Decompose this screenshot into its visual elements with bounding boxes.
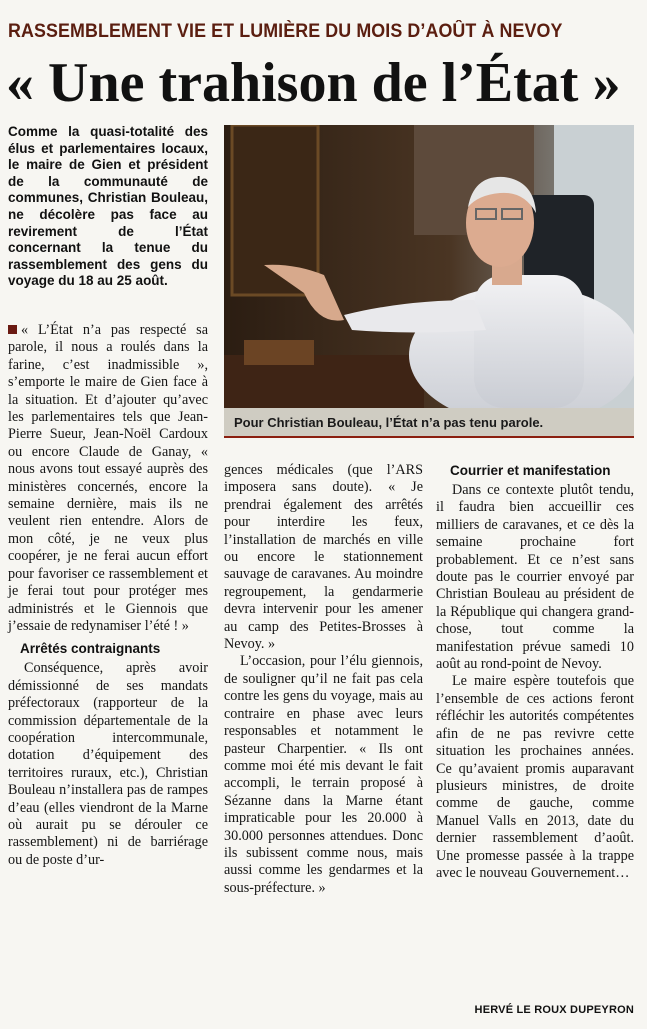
column-3-paragraph-1: Dans ce contexte plutôt tendu, il faudra bien accueillir ces milliers de caravanes, et ce dès la semaine prochaine fort probablement. Et ce n’est sans doute pas le courrier envoyé par Christian Bouleau au président de la République qui changera grand-chose, tout comme la manifestation prévue samedi 10 août au rond-point de Nevoy. [436, 482, 634, 673]
column-1-paragraph-1-text: « L’État n’a pas respecté sa parole, il nous a roulés dans la farine, c’est inadmissible », s’emporte le maire de Gien face à la situation. Et d’ajouter qu’avec les parlementaires tels que Jean-Pierre Sueur, Jean-Noël Cardoux ou encore Claude de Ganay, « nous avons tout essayé auprès des ministères concernés, encore la semaine dernière, mais ils ne veulent rien entendre. Alors de mon côté, je ne veux plus coopérer, je ne ferai aucun effort pour favoriser ce rassemblement et je ferai tout pour protéger mes administrés et le Giennois que j’essaie de redynamiser l’été ! » [8, 322, 208, 634]
article-headline: « Une trahison de l’État » [6, 52, 621, 114]
column-3 [436, 462, 634, 882]
column-1 [8, 322, 208, 869]
photo-illustration [224, 125, 634, 408]
column-1-paragraph-1 [8, 322, 208, 635]
column-1-paragraph-2: Conséquence, après avoir démissionné de ses mandats préfectoraux (rapporteur de la commission départementale de la coopération intercommunale, dotation d’équipement des territoires ruraux, etc.), Christian Bouleau n’installera pas de rampes d’eau (elles viendront de la Marne où aurait pu se dérouler ce rassemblement) ni de barriérage ou de poste d’ur- [8, 660, 208, 868]
photo-caption: Pour Christian Bouleau, l’État n’a pas tenu parole. [224, 408, 634, 438]
paragraph-marker-icon [8, 325, 17, 334]
article-lead: Comme la quasi-totalité des élus et parlementaires locaux, le maire de Gien et président de la communauté de communes, Christian Bouleau, ne décolère pas face au revirement de l’État concernant la tenue du rassemblement des gens du voyage du 18 au 25 août. [8, 124, 208, 289]
article-byline: HERVÉ LE ROUX DUPEYRON [474, 1004, 634, 1016]
subhead-courrier: Courrier et manifestation [450, 463, 611, 478]
article-photo [224, 125, 634, 408]
article-kicker: RASSEMBLEMENT VIE ET LUMIÈRE DU MOIS D’AOÛT À NEVOY [8, 21, 563, 42]
column-2-paragraph-1: gences médicales (que l’ARS imposera sans doute). « Je prendrai également des arrêtés pour interdire les feux, l’installation de marchés en ville ou encore le stationnement sauvage de caravanes. Au moindre regroupement, la gendarmerie devra intervenir pour les amener au camp des Petites-Brosses à Nevoy. » [224, 462, 423, 653]
subhead-arretes: Arrêtés contraignants [20, 641, 161, 657]
column-2 [224, 462, 423, 897]
column-2-paragraph-2: L’occasion, pour l’élu giennois, de souligner qu’il ne fait pas cela contre les gens du voyage, mais au contraire en phase avec leurs responsables et notamment le pasteur Charpentier. « Ils ont comme moi été mis devant le fait accompli, le terrain proposé à Sézanne dans la Marne étant impraticable pour les 20.000 à 30.000 personnes attendues. Donc ils subissent comme nous, mais aussi comme les gendarmes et la sous-préfecture. » [224, 653, 423, 896]
column-3-paragraph-2: Le maire espère toutefois que l’ensemble de ces actions feront réfléchir les autorités compétentes afin de ne pas revivre cette situation les prochaines années. Ce qu’avaient promis auparavant plusieurs ministres, de droite comme de gauche, comme Manuel Valls en 2013, date du dernier rassemblement d’août. Une promesse passée à la trappe avec le nouveau Gouvernement… [436, 673, 634, 881]
